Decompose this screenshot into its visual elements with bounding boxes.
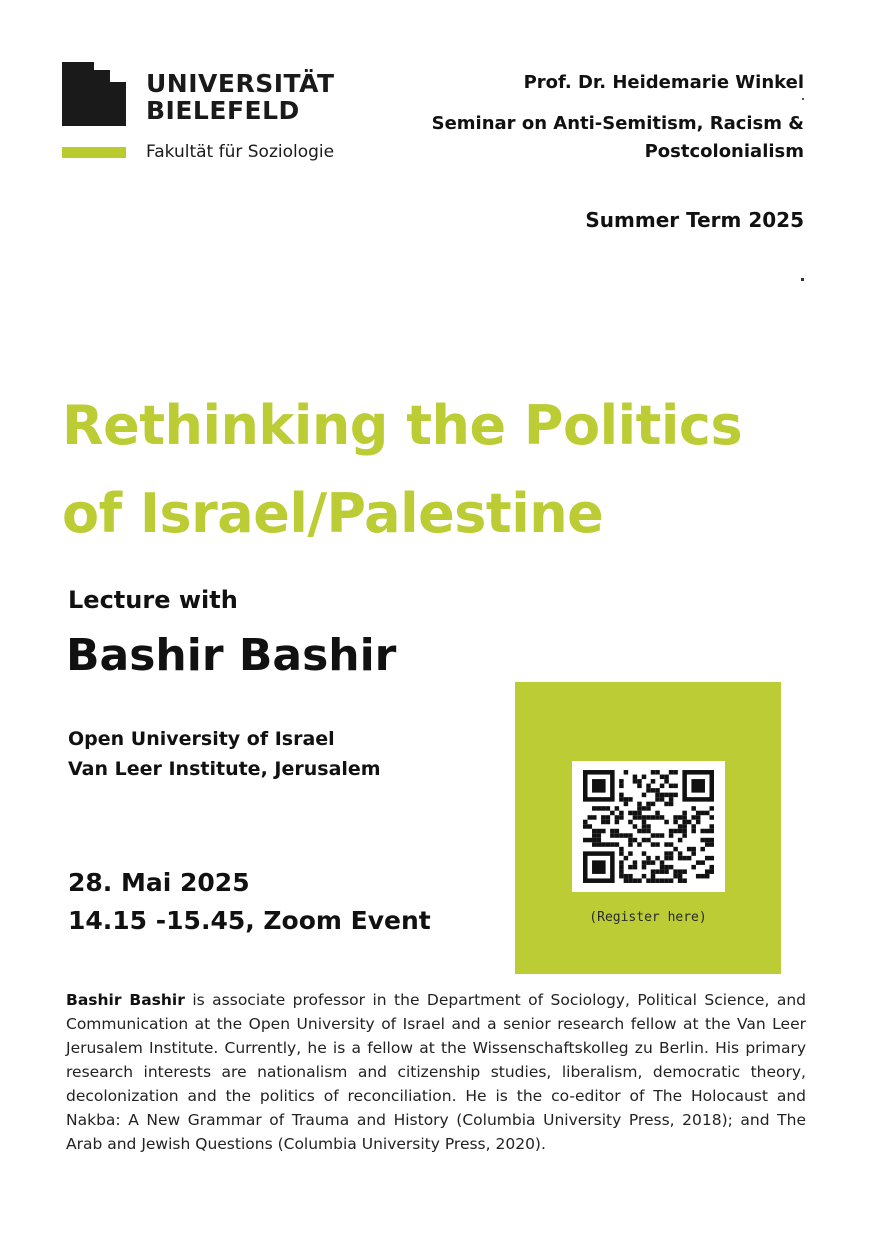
speaker-name: Bashir Bashir: [66, 630, 397, 681]
faculty-name: Fakultät für Soziologie: [146, 142, 335, 162]
qr-code-icon[interactable]: [583, 770, 714, 883]
header-info: [432, 70, 804, 166]
decorative-dot: [802, 98, 804, 100]
event-title-line2: of Israel/Palestine: [62, 482, 604, 545]
university-logo-icon: [62, 62, 126, 126]
affiliation-line1: Open University of Israel: [68, 728, 335, 750]
professor-name: Prof. Dr. Heidemarie Winkel: [523, 72, 804, 93]
qr-code[interactable]: [572, 761, 725, 892]
decorative-dot: [801, 278, 804, 281]
university-name: [146, 70, 335, 124]
seminar-title: [432, 110, 804, 166]
event-title: [62, 382, 842, 558]
affiliation-line2: Van Leer Institute, Jerusalem: [68, 758, 381, 780]
bio-text: is associate professor in the Department of Sociology, Political Science, and Communication at the Open University of Israel and a senior research fellow at the Van Leer Jerusalem Institute. Currently, he is a fellow at the Wissenschaftskolleg zu Berlin. His primary research interests are nationalism and citizenship studies, liberalism, democratic theory, decolonization and the politics of reconciliation. He is the co-editor of The Holocaust and Nakba: A New Grammar of Trauma and History (Columbia University Press, 2018); and The Arab and Jewish Questions (Columbia University Press, 2020).: [66, 991, 806, 1153]
event-title-line1: Rethinking the Politics: [62, 394, 743, 457]
event-datetime: [68, 864, 431, 940]
university-name-line1: UNIVERSITÄT: [146, 69, 335, 98]
logo-accent-bar: [62, 147, 126, 158]
seminar-title-line2: Postcolonialism: [644, 141, 804, 162]
term-label: Summer Term 2025: [585, 208, 804, 232]
registration-panel: [515, 682, 781, 974]
speaker-affiliation: [68, 724, 381, 784]
register-link[interactable]: (Register here): [589, 910, 707, 925]
event-time-place: 14.15 -15.45, Zoom Event: [68, 906, 431, 935]
seminar-title-line1: Seminar on Anti-Semitism, Racism &: [431, 113, 804, 134]
bio-speaker-name: Bashir Bashir: [66, 991, 185, 1009]
university-name-line2: BIELEFELD: [146, 96, 300, 125]
event-date: 28. Mai 2025: [68, 868, 250, 897]
speaker-bio: [66, 988, 806, 1156]
lecture-intro: Lecture with: [68, 586, 238, 614]
